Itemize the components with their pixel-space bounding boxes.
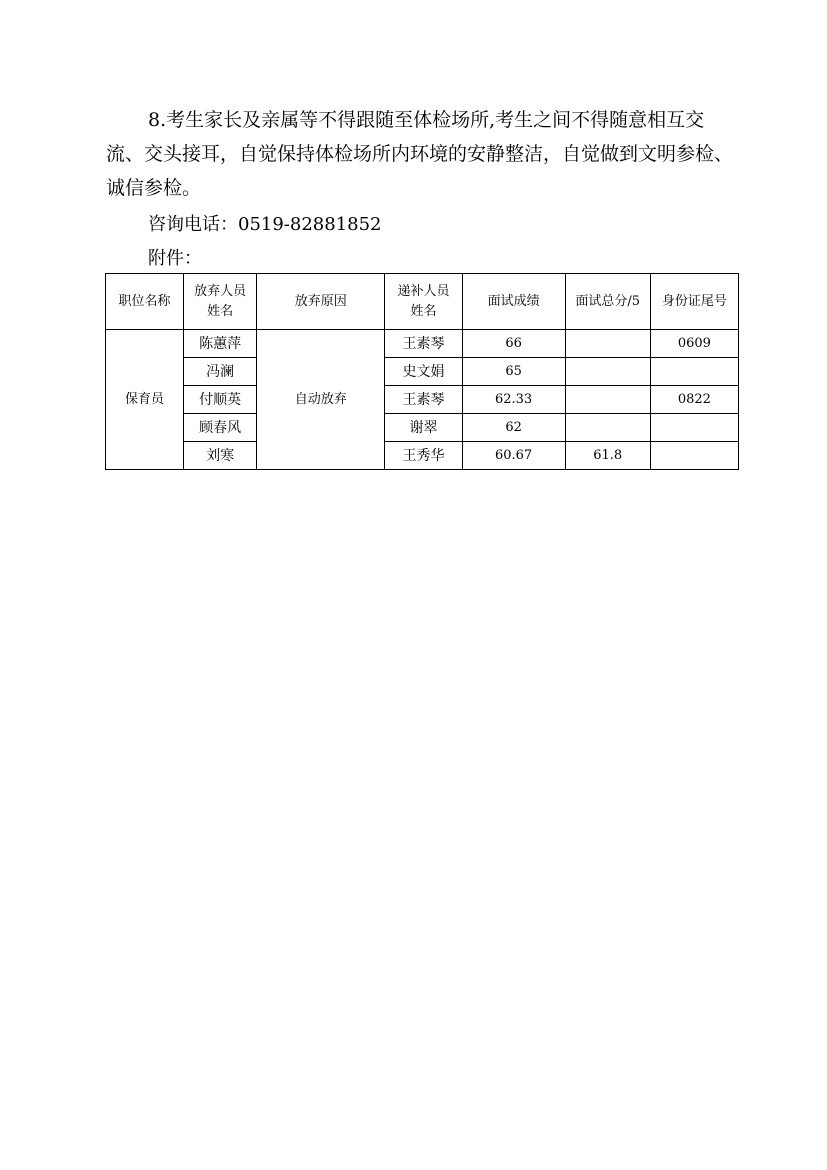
header-interview-score: 面试成绩 bbox=[462, 274, 565, 330]
id-cell bbox=[650, 414, 738, 442]
table-row bbox=[106, 442, 739, 470]
total-cell bbox=[565, 330, 650, 358]
quit-name-cell: 冯澜 bbox=[184, 358, 257, 386]
sub-name-cell: 史文娟 bbox=[385, 358, 462, 386]
header-quit-name-line2: 姓名 bbox=[207, 303, 234, 319]
substitution-table bbox=[105, 273, 739, 470]
id-cell bbox=[650, 358, 738, 386]
attachment-label: 附件： bbox=[148, 248, 202, 269]
position-cell: 保育员 bbox=[106, 330, 184, 470]
quit-name-cell: 顾春风 bbox=[184, 414, 257, 442]
header-sub-name bbox=[385, 274, 462, 330]
score-cell: 66 bbox=[462, 330, 565, 358]
header-quit-name-line1: 放弃人员 bbox=[194, 283, 247, 299]
id-cell bbox=[650, 442, 738, 470]
sub-name-cell: 王素琴 bbox=[385, 386, 462, 414]
table-row bbox=[106, 386, 739, 414]
total-cell bbox=[565, 358, 650, 386]
contact-phone: 咨询电话：0519-82881852 bbox=[148, 214, 382, 235]
rule-8-paragraph bbox=[106, 103, 738, 205]
sub-name-cell: 王秀华 bbox=[385, 442, 462, 470]
table-row bbox=[106, 414, 739, 442]
table-header-row bbox=[106, 274, 739, 330]
sub-name-cell: 谢翠 bbox=[385, 414, 462, 442]
total-cell bbox=[565, 386, 650, 414]
header-position: 职位名称 bbox=[106, 274, 184, 330]
header-id-suffix: 身份证尾号 bbox=[650, 274, 738, 330]
table-row bbox=[106, 330, 739, 358]
quit-name-cell: 刘寒 bbox=[184, 442, 257, 470]
score-cell: 62.33 bbox=[462, 386, 565, 414]
quit-name-cell: 陈蕙萍 bbox=[184, 330, 257, 358]
header-interview-total: 面试总分/5 bbox=[565, 274, 650, 330]
reason-cell: 自动放弃 bbox=[257, 330, 385, 470]
total-cell: 61.8 bbox=[565, 442, 650, 470]
table-row bbox=[106, 358, 739, 386]
id-cell: 0609 bbox=[650, 330, 738, 358]
sub-name-cell: 王素琴 bbox=[385, 330, 462, 358]
header-sub-name-line1: 递补人员 bbox=[397, 283, 450, 299]
header-sub-name-line2: 姓名 bbox=[410, 303, 437, 319]
quit-name-cell: 付顺英 bbox=[184, 386, 257, 414]
score-cell: 62 bbox=[462, 414, 565, 442]
header-quit-name bbox=[184, 274, 257, 330]
rule-8-text: 8.考生家长及亲属等不得跟随至体检场所,考生之间不得随意相互交流、交头接耳，自觉保持体检场所内环境的安静整洁，自觉做到文明参检、诚信参检。 bbox=[106, 109, 734, 199]
total-cell bbox=[565, 414, 650, 442]
header-reason: 放弃原因 bbox=[257, 274, 385, 330]
id-cell: 0822 bbox=[650, 386, 738, 414]
score-cell: 65 bbox=[462, 358, 565, 386]
score-cell: 60.67 bbox=[462, 442, 565, 470]
